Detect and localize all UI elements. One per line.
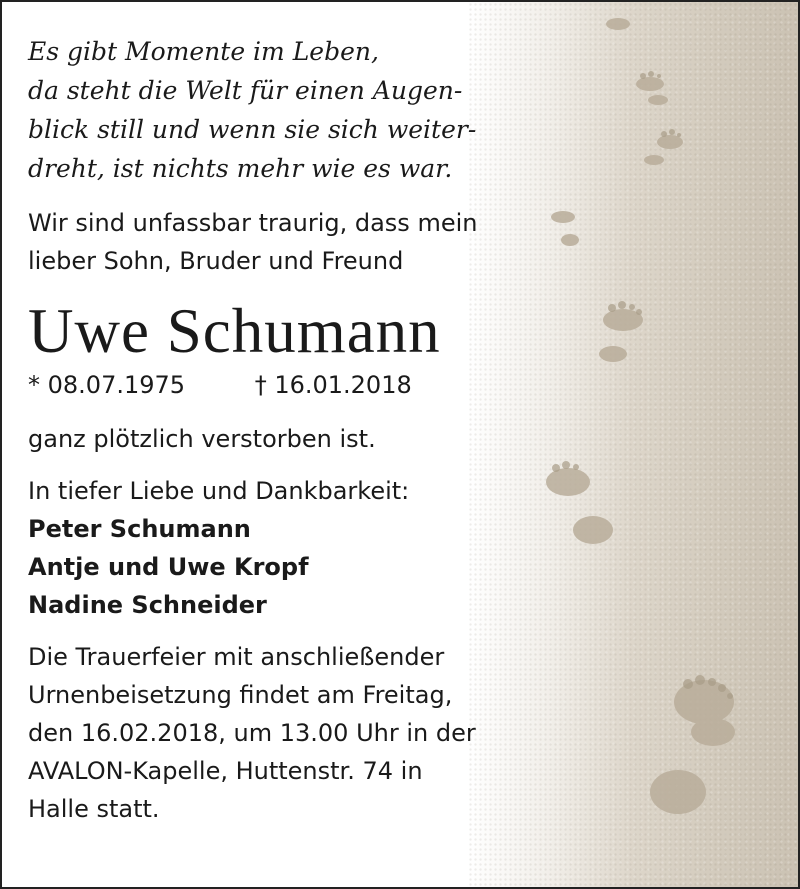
poem-line: Es gibt Momente im Leben, (28, 37, 379, 66)
thanks-heading: In tiefer Liebe und Dankbarkeit: (28, 477, 410, 505)
birth-date: * 08.07.1975 (28, 371, 186, 399)
intro-line: Wir sind unfassbar traurig, dass mein (28, 209, 478, 237)
poem (28, 32, 568, 188)
mourner-name: Peter Schumann (28, 515, 251, 543)
intro-text (28, 204, 568, 280)
funeral-line: Halle statt. (28, 795, 160, 823)
funeral-line: AVALON-Kapelle, Huttenstr. 74 in (28, 757, 423, 785)
intro-line: lieber Sohn, Bruder und Freund (28, 247, 404, 275)
mourner-name: Nadine Schneider (28, 591, 267, 619)
mourners-block (28, 472, 568, 624)
poem-line: dreht, ist nichts mehr wie es war. (28, 154, 453, 183)
passed-away-text: ganz plötzlich verstorben ist. (28, 425, 376, 453)
funeral-line: Urnenbeisetzung findet am Freitag, (28, 681, 453, 709)
poem-line: da steht die Welt für einen Augen- (28, 76, 463, 105)
poem-line: blick still und wenn sie sich weiter- (28, 115, 477, 144)
death-date: † 16.01.2018 (254, 371, 412, 399)
life-dates (28, 366, 568, 404)
funeral-info (28, 638, 568, 828)
funeral-line: Die Trauerfeier mit anschließender (28, 643, 445, 671)
mourner-name: Antje und Uwe Kropf (28, 553, 309, 581)
deceased-name: Uwe Schumann (28, 296, 441, 366)
obituary-text (28, 32, 568, 828)
funeral-line: den 16.02.2018, um 13.00 Uhr in der (28, 719, 476, 747)
